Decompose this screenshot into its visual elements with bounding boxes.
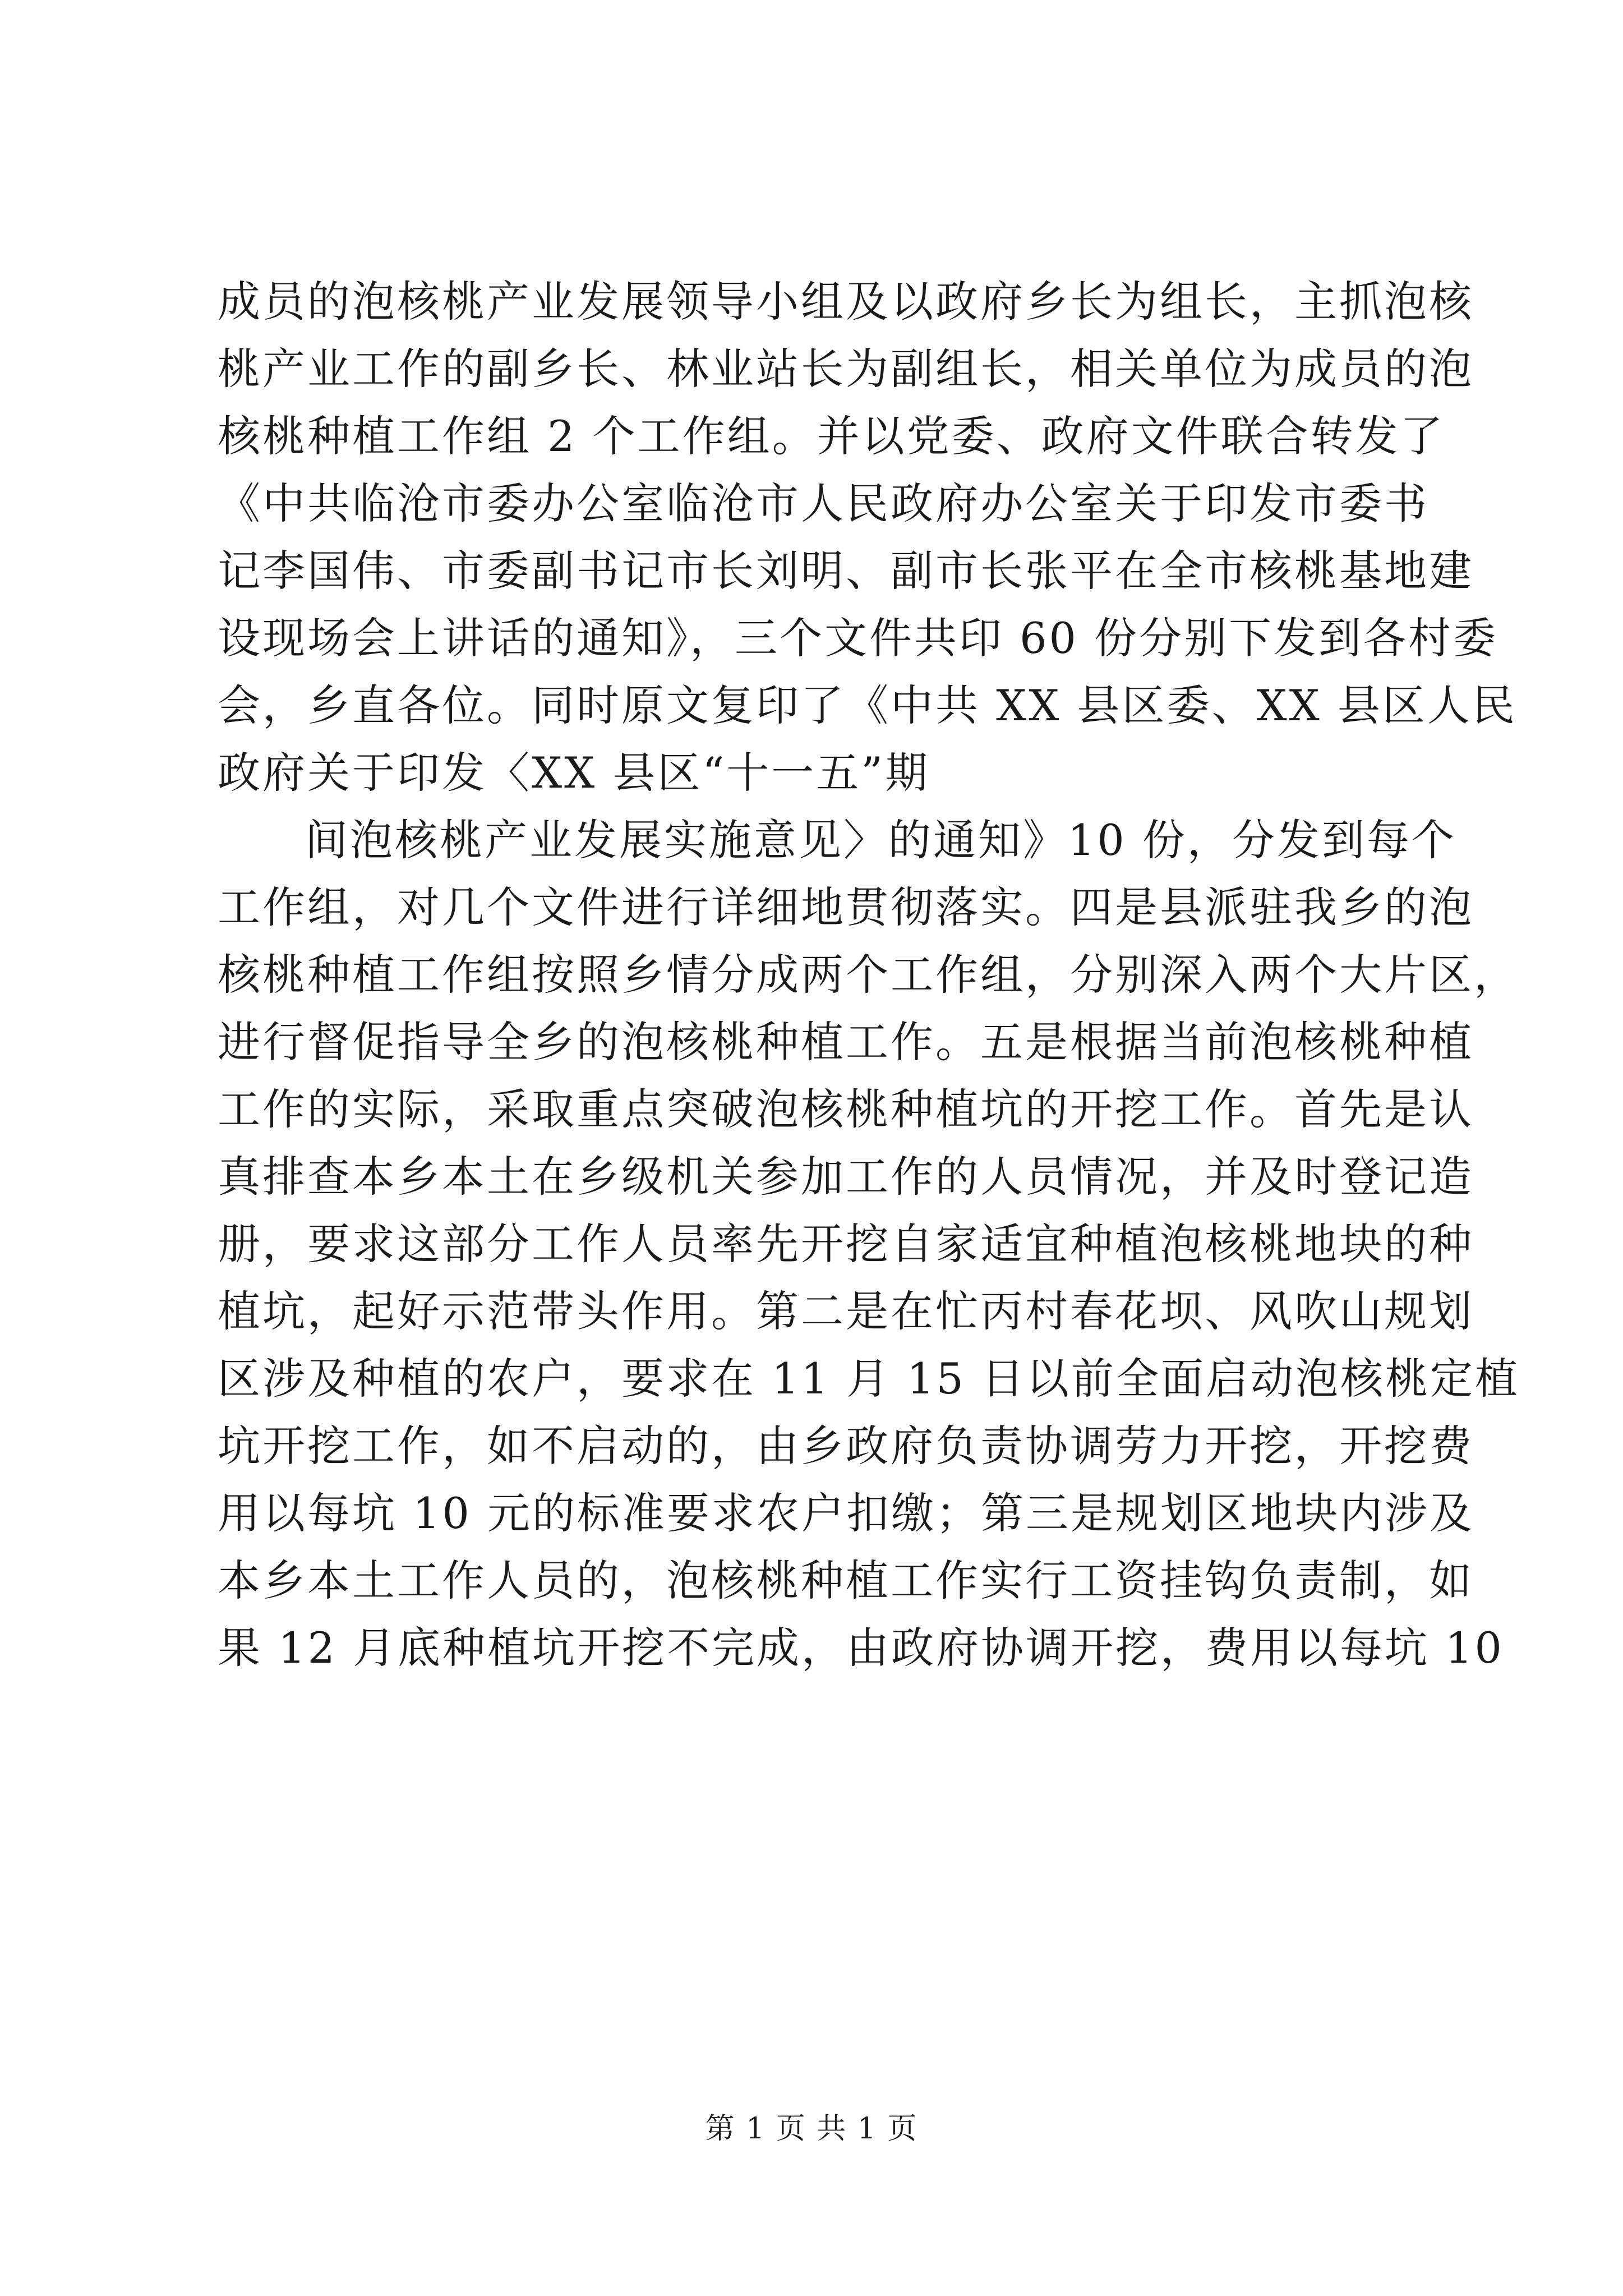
text-line: 核桃种植工作组 2 个工作组。并以党委、政府文件联合转发了 xyxy=(218,411,1445,461)
text-line: 进行督促指导全乡的泡核桃种植工作。五是根据当前泡核桃种植 xyxy=(218,1017,1474,1067)
text-line: 设现场会上讲话的通知》，三个文件共印 60 份分别下发到各村委 xyxy=(218,613,1498,663)
text-line: 坑开挖工作，如不启动的，由乡政府负责协调劳力开挖，开挖费 xyxy=(218,1421,1474,1471)
text-line: 桃产业工作的副乡长、林业站长为副组长，相关单位为成员的泡 xyxy=(218,344,1474,394)
document-body xyxy=(218,268,1520,1682)
text-line: 册，要求这部分工作人员率先开挖自家适宜种植泡核桃地块的种 xyxy=(218,1219,1474,1269)
text-line: 核桃种植工作组按照乡情分成两个工作组，分别深入两个大片区， xyxy=(218,950,1519,1000)
text-line: 记李国伟、市委副书记市长刘明、副市长张平在全市核桃基地建 xyxy=(218,546,1474,596)
text-line: 工作组，对几个文件进行详细地贯彻落实。四是县派驻我乡的泡 xyxy=(218,882,1474,932)
text-line: 真排查本乡本土在乡级机关参加工作的人员情况，并及时登记造 xyxy=(218,1152,1474,1202)
text-line: 《中共临沧市委办公室临沧市人民政府办公室关于印发市委书 xyxy=(218,478,1429,528)
page-footer xyxy=(0,2109,1623,2148)
text-line: 区涉及种植的农户，要求在 11 月 15 日以前全面启动泡核桃定植 xyxy=(218,1354,1520,1404)
text-line: 成员的泡核桃产业发展领导小组及以政府乡长为组长，主抓泡核 xyxy=(218,277,1474,326)
text-line: 工作的实际，采取重点突破泡核桃种植坑的开挖工作。首先是认 xyxy=(218,1084,1474,1134)
text-line: 用以每坑 10 元的标准要求农户扣缴；第三是规划区地块内涉及 xyxy=(218,1488,1475,1538)
text-line: 政府关于印发〈XX 县区“十一五”期 xyxy=(218,748,930,798)
page-number-label: 第 1 页 共 1 页 xyxy=(705,2112,918,2146)
paragraph-first-line: 间泡核桃产业发展实施意见〉的通知》10 份，分发到每个 xyxy=(305,815,1456,865)
text-line: 会，乡直各位。同时原文复印了《中共 XX 县区委、XX 县区人民 xyxy=(218,680,1517,730)
text-line: 植坑，起好示范带头作用。第二是在忙丙村春花坝、风吹山规划 xyxy=(218,1286,1474,1336)
text-line: 本乡本土工作人员的，泡核桃种植工作实行工资挂钩负责制，如 xyxy=(218,1556,1474,1605)
text-line: 果 12 月底种植坑开挖不完成，由政府协调开挖，费用以每坑 10 xyxy=(218,1623,1504,1673)
